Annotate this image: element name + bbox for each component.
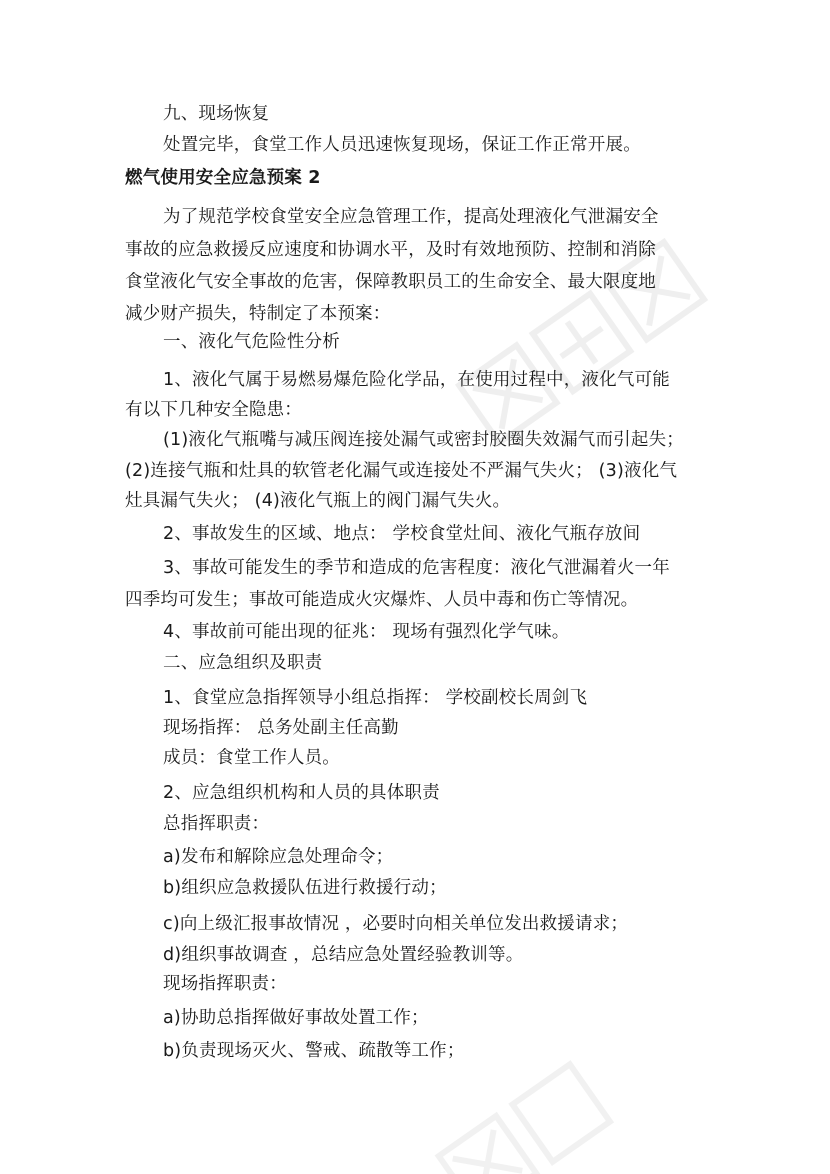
paragraph-line: 食堂液化气安全事故的危害，保障教职员工的生命安全、最大限度地 bbox=[125, 272, 656, 292]
paragraph-line: 1、液化气属于易燃易爆危险化学品，在使用过程中，液化气可能 bbox=[163, 370, 670, 390]
list-item: b)负责现场灭火、警戒、疏散等工作； bbox=[163, 1041, 465, 1061]
paragraph-line: 4、事故前可能出现的征兆： 现场有强烈化学气味。 bbox=[163, 622, 570, 642]
paragraph-line: 2、事故发生的区域、地点： 学校食堂灶间、液化气瓶存放间 bbox=[163, 524, 641, 544]
paragraph-line: (2)连接气瓶和灶具的软管老化漏气或连接处不严漏气失火； (3)液化气 bbox=[125, 461, 678, 481]
paragraph-line: (1)液化气瓶嘴与减压阀连接处漏气或密封胶圈失效漏气而引起失； bbox=[163, 430, 684, 450]
section-heading: 九、现场恢复 bbox=[163, 104, 270, 124]
paragraph-line: 灶具漏气失火； (4)液化气瓶上的阀门漏气失火。 bbox=[125, 491, 511, 511]
paragraph-line: 为了规范学校食堂安全应急管理工作，提高处理液化气泄漏安全 bbox=[163, 207, 659, 227]
list-item: c)向上级汇报事故情况 ，必要时向相关单位发出救援请求； bbox=[163, 914, 629, 934]
list-item: a)协助总指挥做好事故处置工作； bbox=[163, 1008, 429, 1028]
paragraph-line: 成员：食堂工作人员。 bbox=[163, 748, 340, 768]
list-item: b)组织应急救援队伍进行救援行动； bbox=[163, 878, 447, 898]
paragraph-line: 减少财产损失，特制定了本预案： bbox=[125, 304, 391, 324]
paragraph-line: 3、事故可能发生的季节和造成的危害程度：液化气泄漏着火一年 bbox=[163, 558, 670, 578]
paragraph-line: 现场指挥职责： bbox=[163, 974, 287, 994]
list-item: a)发布和解除应急处理命令； bbox=[163, 847, 394, 867]
document-title: 燃气使用安全应急预案 2 bbox=[125, 168, 321, 188]
paragraph-line: 事故的应急救援反应速度和协调水平，及时有效地预防、控制和消除 bbox=[125, 240, 656, 260]
paragraph-line: 处置完毕，食堂工作人员迅速恢复现场，保证工作正常开展。 bbox=[163, 135, 641, 155]
paragraph-line: 2、应急组织机构和人员的具体职责 bbox=[163, 783, 440, 803]
paragraph-line: 有以下几种安全隐患： bbox=[125, 400, 302, 420]
paragraph-line: 四季均可发生；事故可能造成火灾爆炸、人员中毒和伤亡等情况。 bbox=[125, 590, 639, 610]
section-heading: 二、应急组织及职责 bbox=[163, 653, 323, 673]
section-heading: 一、液化气危险性分析 bbox=[163, 332, 340, 352]
paragraph-line: 总指挥职责： bbox=[163, 814, 270, 834]
paragraph-line: 现场指挥： 总务处副主任高勤 bbox=[163, 718, 399, 738]
paragraph-line: 1、食堂应急指挥领导小组总指挥： 学校副校长周剑飞 bbox=[163, 688, 588, 708]
list-item: d)组织事故调查 ，总结应急处置经验教训等。 bbox=[163, 945, 524, 965]
